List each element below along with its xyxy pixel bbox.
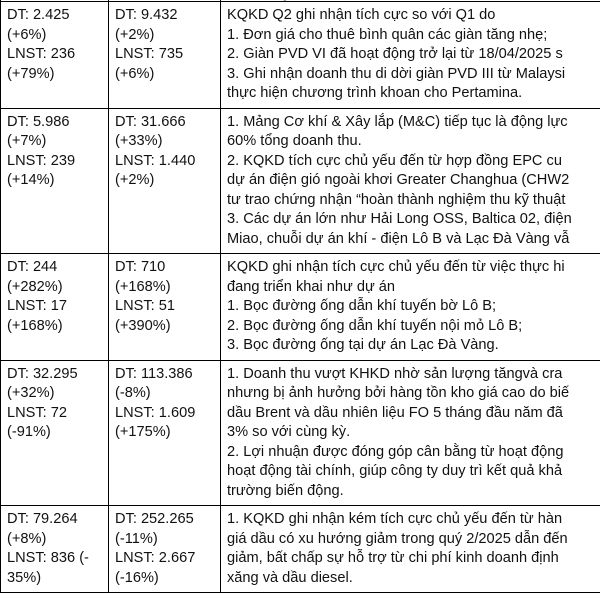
profit-value: LNST: 72	[7, 404, 68, 421]
revenue-change: (+168%)	[115, 278, 171, 295]
table-row	[1, 360, 600, 506]
commentary-line: 3. Bọc đường ống tại dự án Lạc Đà Vàng.	[227, 337, 499, 353]
revenue-change: (-11%)	[115, 530, 158, 547]
revenue-change: (+32%)	[7, 385, 55, 401]
profit-value: LNST: 236	[7, 46, 76, 62]
profit-change: (+2%)	[115, 172, 155, 188]
profit-value: LNST: 1.440	[115, 152, 196, 169]
profit-value: LNST: 1.609	[115, 404, 196, 421]
table-row	[1, 2, 600, 109]
commentary-cell	[221, 254, 600, 361]
profit-change: 35%)	[7, 569, 42, 586]
profit-value: LNST: 2.667	[115, 550, 196, 566]
commentary-line: KQKD Q2 ghi nhận tích cực so với Q1 do	[227, 7, 496, 23]
commentary-line: KQKD ghi nhận tích cực chủ yếu đến từ việc thực hi	[227, 259, 565, 275]
revenue-value: DT: 32.295	[7, 365, 78, 382]
quarter-results-cell	[1, 2, 109, 109]
commentary-line: hoạt động tài chính, giúp công ty duy trì kết quả khả	[227, 463, 563, 479]
commentary-line: 1. Mảng Cơ khí & Xây lắp (M&C) tiếp tục là động lực	[227, 113, 568, 130]
quarter-results-cell	[1, 108, 109, 254]
commentary-line: 60% tổng doanh thu.	[227, 133, 362, 149]
revenue-value: DT: 5.986	[7, 113, 70, 130]
commentary-line: nhưng bị ảnh hưởng bởi hàng tồn kho giá cao do biế	[227, 385, 570, 401]
commentary-line: giảm, bất chấp sự hỗ trợ từ chi phí kinh doanh định	[227, 550, 559, 566]
quarter-results-cell	[1, 254, 109, 361]
commentary-line: 1. Đơn giá cho thuê bình quân các giàn tăng nhẹ;	[227, 26, 548, 43]
quarter-results-cell	[1, 360, 109, 506]
period-results-cell	[109, 254, 221, 361]
revenue-value: DT: 2.425	[7, 7, 70, 23]
revenue-change: (+8%)	[7, 530, 47, 547]
commentary-line: xăng và dầu diesel.	[227, 569, 353, 586]
commentary-cell	[221, 360, 600, 506]
commentary-line: 1. Bọc đường ống dẫn khí tuyến bờ Lô B;	[227, 298, 497, 314]
commentary-line: đang triển khai như dự án	[227, 278, 396, 295]
revenue-value: DT: 9.432	[115, 7, 178, 23]
profit-value: LNST: 735	[115, 46, 184, 62]
period-results-cell	[109, 506, 221, 593]
revenue-value: DT: 252.265	[115, 511, 194, 527]
profit-change: (+14%)	[7, 172, 55, 188]
revenue-value: DT: 79.264	[7, 511, 78, 527]
period-results-cell	[109, 360, 221, 506]
commentary-line: tư trao chứng nhận “hoàn thành nghiệm thu kỹ thuật	[227, 191, 566, 208]
profit-change: (+390%)	[115, 317, 171, 334]
commentary-cell	[221, 108, 600, 254]
profit-value: LNST: 51	[115, 298, 176, 314]
commentary-line: 2. Bọc đường ống dẫn khí tuyến nội mỏ Lô B;	[227, 317, 523, 334]
commentary-line: Miao, chuỗi dự án khí - điện Lô B và Lạc Đà Vàng vẫ	[227, 230, 570, 247]
revenue-value: DT: 244	[7, 259, 58, 275]
profit-value: LNST: 239	[7, 152, 76, 169]
commentary-line: 1. Doanh thu vượt KHKD nhờ sản lượng tăngvà cra	[227, 365, 563, 382]
commentary-line: 2. KQKD tích cực chủ yếu đến từ hợp đồng EPC cu	[227, 152, 562, 169]
commentary-line: dự án điện gió ngoài khơi Greater Changhua (CHW2	[227, 172, 570, 188]
table-row	[1, 506, 600, 593]
revenue-change: (+282%)	[7, 278, 63, 295]
revenue-change: (-8%)	[115, 385, 151, 401]
commentary-line: trường biến động.	[227, 482, 344, 499]
commentary-cell	[221, 2, 600, 109]
revenue-value: DT: 31.666	[115, 113, 186, 130]
commentary-line: 3% so với cùng kỳ.	[227, 424, 351, 440]
quarter-results-cell	[1, 506, 109, 593]
profit-change: (+79%)	[7, 65, 55, 82]
revenue-change: (+6%)	[7, 26, 47, 43]
commentary-line: 2. Giàn PVD VI đã hoạt động trở lại từ 18/04/2025 s	[227, 46, 563, 62]
commentary-line: thực hiện chương trình khoan cho Pertamina.	[227, 85, 523, 101]
revenue-value: DT: 113.386	[115, 365, 193, 382]
revenue-value: DT: 710	[115, 259, 166, 275]
profit-change: (+175%)	[115, 424, 171, 440]
table-row	[1, 108, 600, 254]
commentary-line: dầu Brent và dầu nhiên liệu FO 5 tháng đầu năm đã	[227, 404, 563, 421]
revenue-change: (+33%)	[115, 133, 163, 149]
profit-value: LNST: 17	[7, 298, 68, 314]
commentary-line: 2. Lợi nhuận được đóng góp cân bằng từ hoạt động	[227, 443, 564, 460]
period-results-cell	[109, 2, 221, 109]
profit-change: (+6%)	[115, 65, 155, 82]
commentary-line: 1. KQKD ghi nhận kém tích cực chủ yếu đến từ hàn	[227, 511, 563, 527]
revenue-change: (+7%)	[7, 133, 47, 149]
commentary-cell	[221, 506, 600, 593]
profit-value: LNST: 836 (-	[7, 550, 89, 566]
revenue-change: (+2%)	[115, 26, 155, 43]
profit-change: (-16%)	[115, 569, 159, 586]
profit-change: (+168%)	[7, 317, 63, 334]
period-results-cell	[109, 108, 221, 254]
table-row	[1, 254, 600, 361]
commentary-line: giá dầu có xu hướng giảm trong quý 2/2025 dẫn đến	[227, 530, 568, 547]
commentary-line: 3. Ghi nhận doanh thu di dời giàn PVD III từ Malaysi	[227, 65, 566, 82]
commentary-line: 3. Các dự án lớn như Hải Long OSS, Baltica 02, điện	[227, 211, 572, 227]
profit-change: (-91%)	[7, 424, 51, 440]
